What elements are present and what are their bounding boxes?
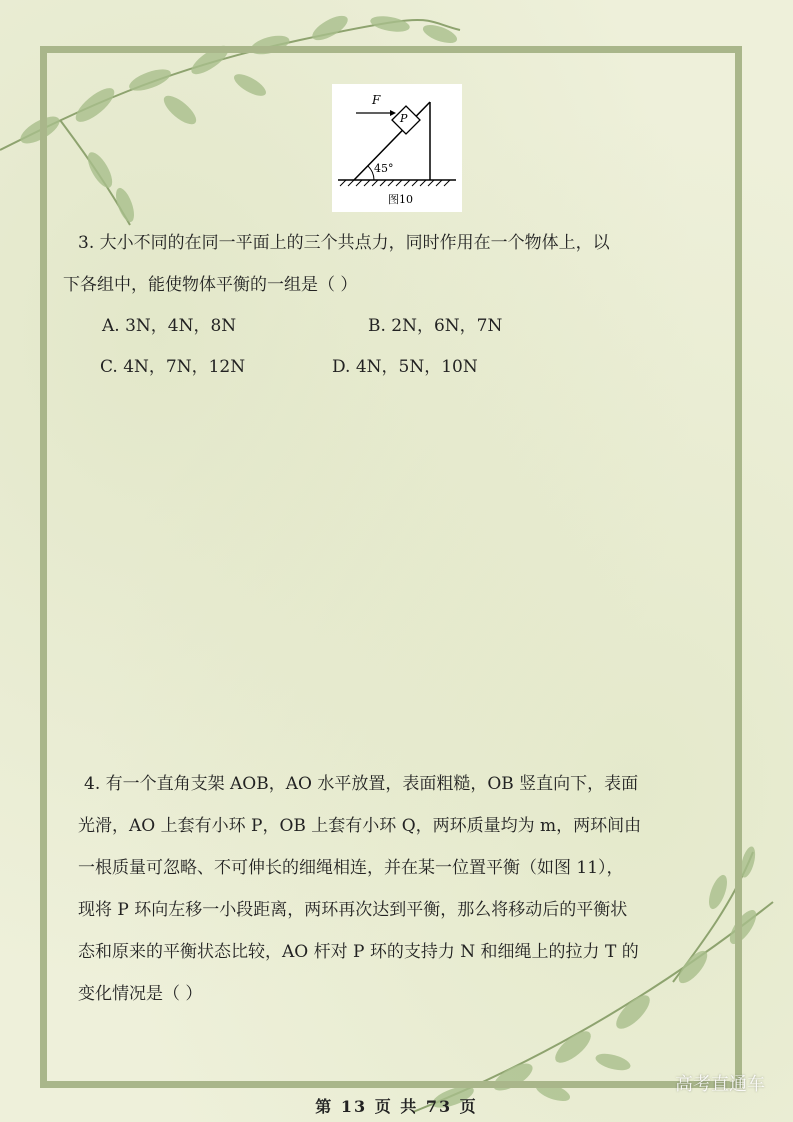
question-3-options (78, 306, 723, 388)
incline-diagram (332, 84, 462, 212)
question-4-line-6: 变化情况是（ ） (78, 984, 203, 1004)
question-4-line-5: 态和原来的平衡状态比较，AO 杆对 P 环的支持力 N 和细绳上的拉力 T 的 (78, 942, 639, 962)
option-b: B. 2N，6N，7N (368, 316, 503, 336)
question-4-line-1: 4. 有一个直角支架 AOB，AO 水平放置，表面粗糙，OB 竖直向下，表面 (84, 774, 639, 794)
question-3 (63, 222, 723, 306)
page-footer: 第 13 页 共 73 页 (315, 1097, 478, 1116)
question-3-line-2: 下各组中，能使物体平衡的一组是（ ） (63, 275, 358, 295)
question-4 (78, 763, 723, 1015)
option-c: C. 4N，7N，12N (100, 357, 246, 377)
angle-label: 45° (374, 162, 394, 175)
options-row-1 (78, 306, 723, 347)
option-a: A. 3N，4N，8N (102, 316, 237, 336)
figure-10 (332, 84, 462, 212)
question-4-line-4: 现将 P 环向左移一小段距离，两环再次达到平衡，那么将移动后的平衡状 (78, 900, 628, 920)
watermark: 高考直通车 (675, 1074, 765, 1095)
options-row-2 (78, 347, 723, 388)
question-3-line-1: 3. 大小不同的在同一平面上的三个共点力，同时作用在一个物体上，以 (78, 233, 610, 253)
question-4-line-3: 一根质量可忽略、不可伸长的细绳相连，并在某一位置平衡（如图 11）， (78, 858, 624, 878)
figure-caption: 图10 (388, 193, 413, 206)
force-label: F (372, 93, 381, 107)
option-d: D. 4N，5N，10N (332, 357, 478, 377)
question-4-line-2: 光滑，AO 上套有小环 P，OB 上套有小环 Q，两环质量均为 m，两环间由 (78, 816, 642, 836)
block-label: P (400, 112, 408, 125)
